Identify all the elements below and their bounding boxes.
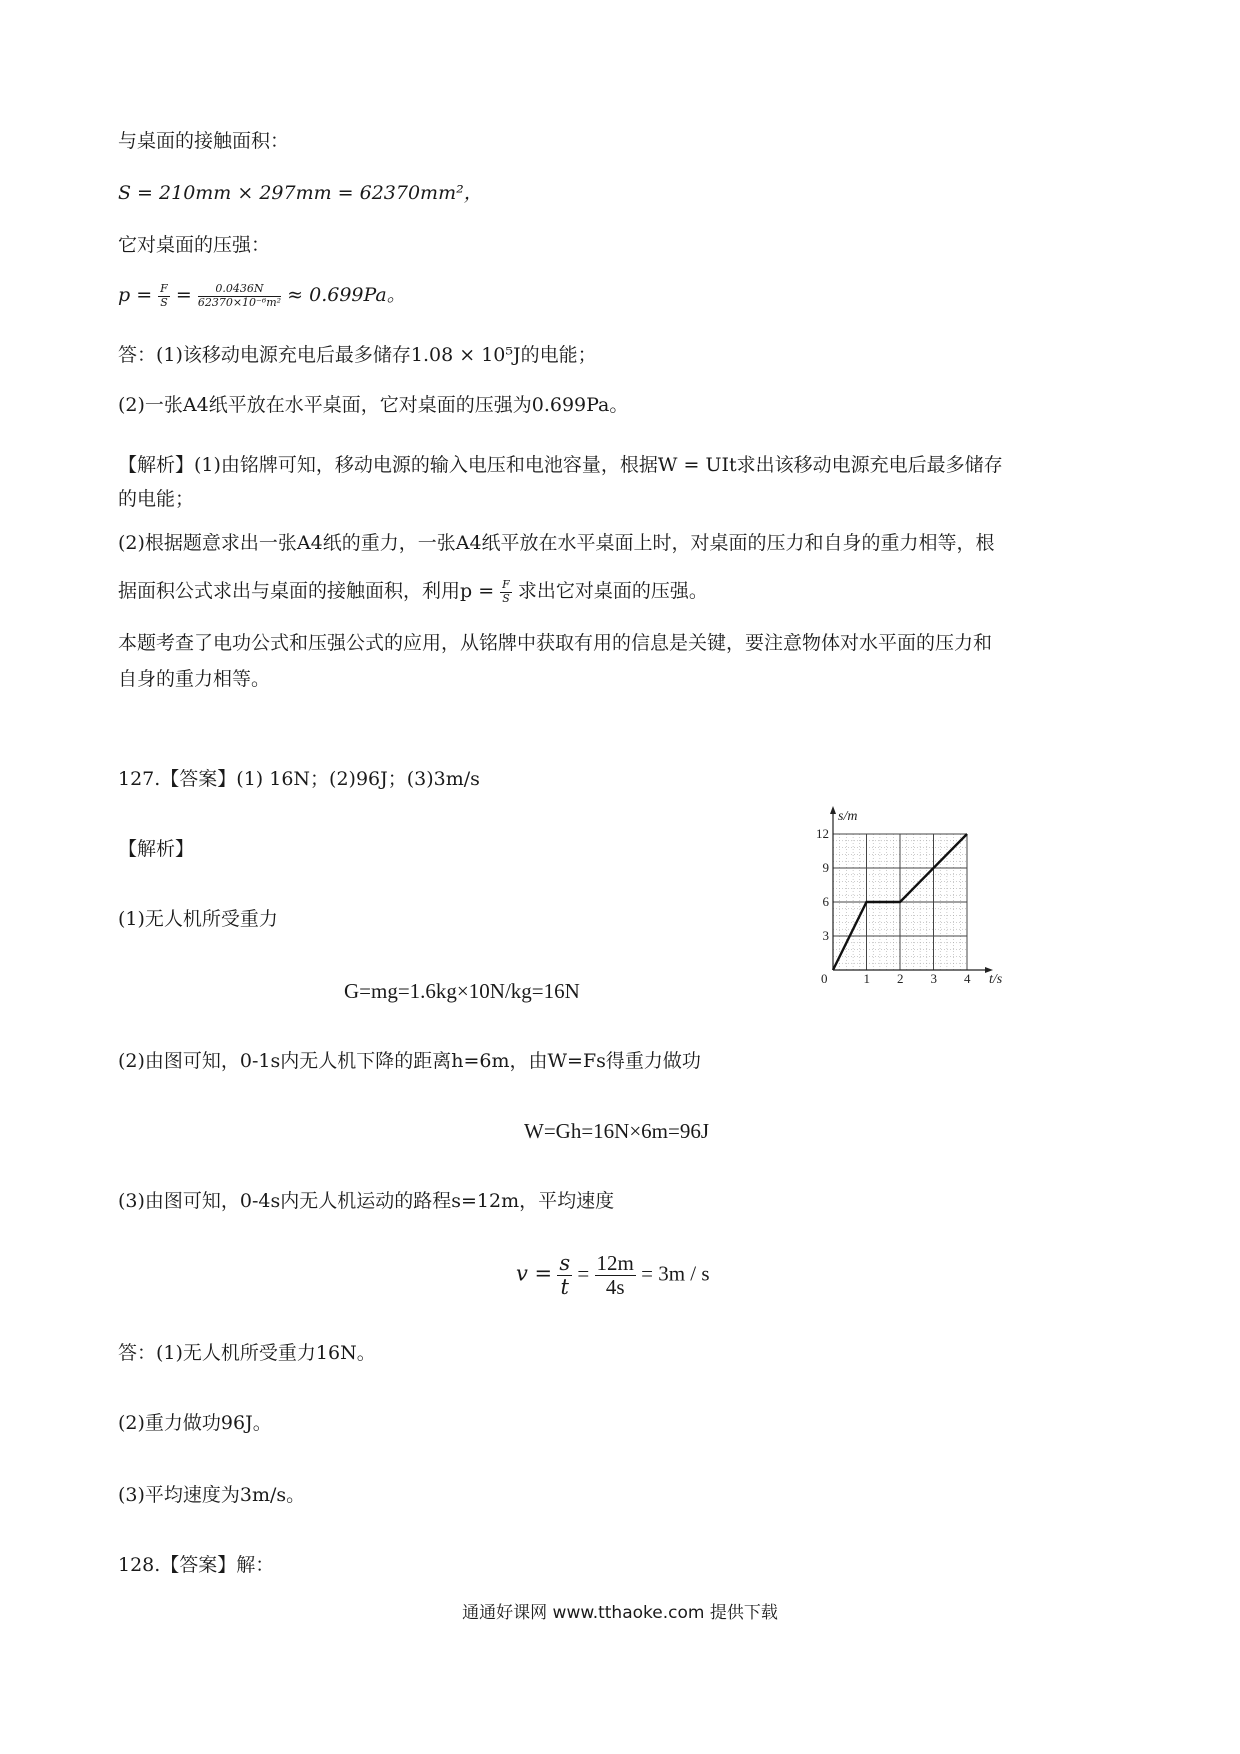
fraction-denominator: t — [560, 1275, 569, 1300]
st-chart — [815, 800, 1025, 1000]
analysis-line: 【解析】(1)由铭牌可知，移动电源的输入电压和电池容量，根据W = UIt求出该移动电源充电后最多储存 — [118, 454, 1003, 476]
pressure-equation — [118, 282, 406, 309]
y-tick-label: 3 — [822, 928, 829, 943]
page-footer: 通通好课网 www.tthaoke.com 提供下载 — [462, 1603, 778, 1623]
x-axis-label: t/s — [989, 972, 1003, 987]
answer-line: (3)平均速度为3m/s。 — [118, 1484, 306, 1506]
text-span: 据面积公式求出与桌面的接触面积，利用p = — [118, 580, 495, 602]
answer-heading: 127.【答案】(1) 16N；(2)96J；(3)3m/s — [118, 768, 480, 790]
eq-sign: = — [175, 284, 192, 306]
x-tick-label: 1 — [863, 971, 870, 986]
analysis-line: 的电能； — [118, 488, 195, 510]
y-axis-arrow — [830, 806, 836, 814]
x-tick-label: 3 — [930, 971, 937, 986]
velocity-equation — [516, 1252, 710, 1299]
x-tick-label: 2 — [897, 971, 904, 986]
text-line: 它对桌面的压强： — [118, 234, 271, 256]
answer-line: 答：(1)该移动电源充电后最多储存1.08 × 10⁵J的电能； — [118, 344, 597, 366]
fraction-f-s — [158, 283, 170, 308]
y-tick-label: 12 — [816, 826, 829, 841]
step-line: (2)由图可知，0-1s内无人机下降的距离h=6m，由W=Fs得重力做功 — [118, 1050, 701, 1072]
fraction-numerator: s — [559, 1251, 571, 1275]
fraction-denominator: 62370×10⁻⁶m² — [197, 295, 282, 309]
fraction-numerator: F — [160, 282, 168, 296]
gravity-equation: G=mg=1.6kg×10N/kg=16N — [344, 979, 580, 1003]
eq-rhs: = 3m / s — [641, 1261, 710, 1286]
ticks-layer — [816, 809, 1003, 987]
work-equation: W=Gh=16N×6m=96J — [524, 1119, 710, 1143]
summary-line: 自身的重力相等。 — [118, 668, 271, 690]
eq-lhs: p = — [118, 284, 153, 306]
text-line: 与桌面的接触面积： — [118, 130, 290, 152]
answer-line: (2)一张A4纸平放在水平桌面，它对桌面的压强为0.699Pa。 — [118, 394, 629, 416]
x-tick-label: 4 — [964, 971, 971, 986]
area-equation: S = 210mm × 297mm = 62370mm²， — [118, 182, 483, 204]
answer-line: (2)重力做功96J。 — [118, 1412, 272, 1434]
eq-sign: = — [577, 1261, 590, 1286]
fraction-numerator: F — [502, 578, 510, 592]
step-line: (1)无人机所受重力 — [118, 908, 278, 930]
eq-rhs: ≈ 0.699Pa。 — [287, 284, 406, 306]
summary-line: 本题考查了电功公式和压强公式的应用，从铭牌中获取有用的信息是关键，要注意物体对水平面的压力和 — [118, 632, 993, 654]
fraction-numerator: 0.0436N — [198, 283, 281, 296]
fraction-denominator: S — [160, 295, 168, 309]
y-tick-label: 9 — [822, 860, 829, 875]
y-tick-label: 6 — [822, 894, 829, 909]
text-span: 求出它对桌面的压强。 — [517, 580, 708, 602]
fraction-denominator: S — [502, 591, 510, 605]
y-axis-label: s/m — [838, 809, 858, 824]
analysis-heading: 【解析】 — [118, 838, 195, 860]
answer-heading: 128.【答案】解： — [118, 1554, 275, 1576]
fraction-s-t — [557, 1252, 572, 1299]
analysis-line — [118, 578, 708, 605]
fraction-numerator: 12m — [596, 1251, 634, 1275]
eq-lhs: v = — [516, 1261, 553, 1286]
analysis-line: (2)根据题意求出一张A4纸的重力，一张A4纸平放在水平桌面上时，对桌面的压力和自身的重力相等，根 — [118, 532, 995, 554]
step-line: (3)由图可知，0-4s内无人机运动的路程s=12m，平均速度 — [118, 1190, 615, 1212]
x-tick-label: 0 — [821, 971, 828, 986]
fraction-denominator: 4s — [605, 1275, 625, 1300]
fraction-f-s — [500, 579, 512, 604]
fraction-values — [198, 283, 281, 308]
fraction-values — [595, 1252, 636, 1299]
answer-line: 答：(1)无人机所受重力16N。 — [118, 1342, 376, 1364]
